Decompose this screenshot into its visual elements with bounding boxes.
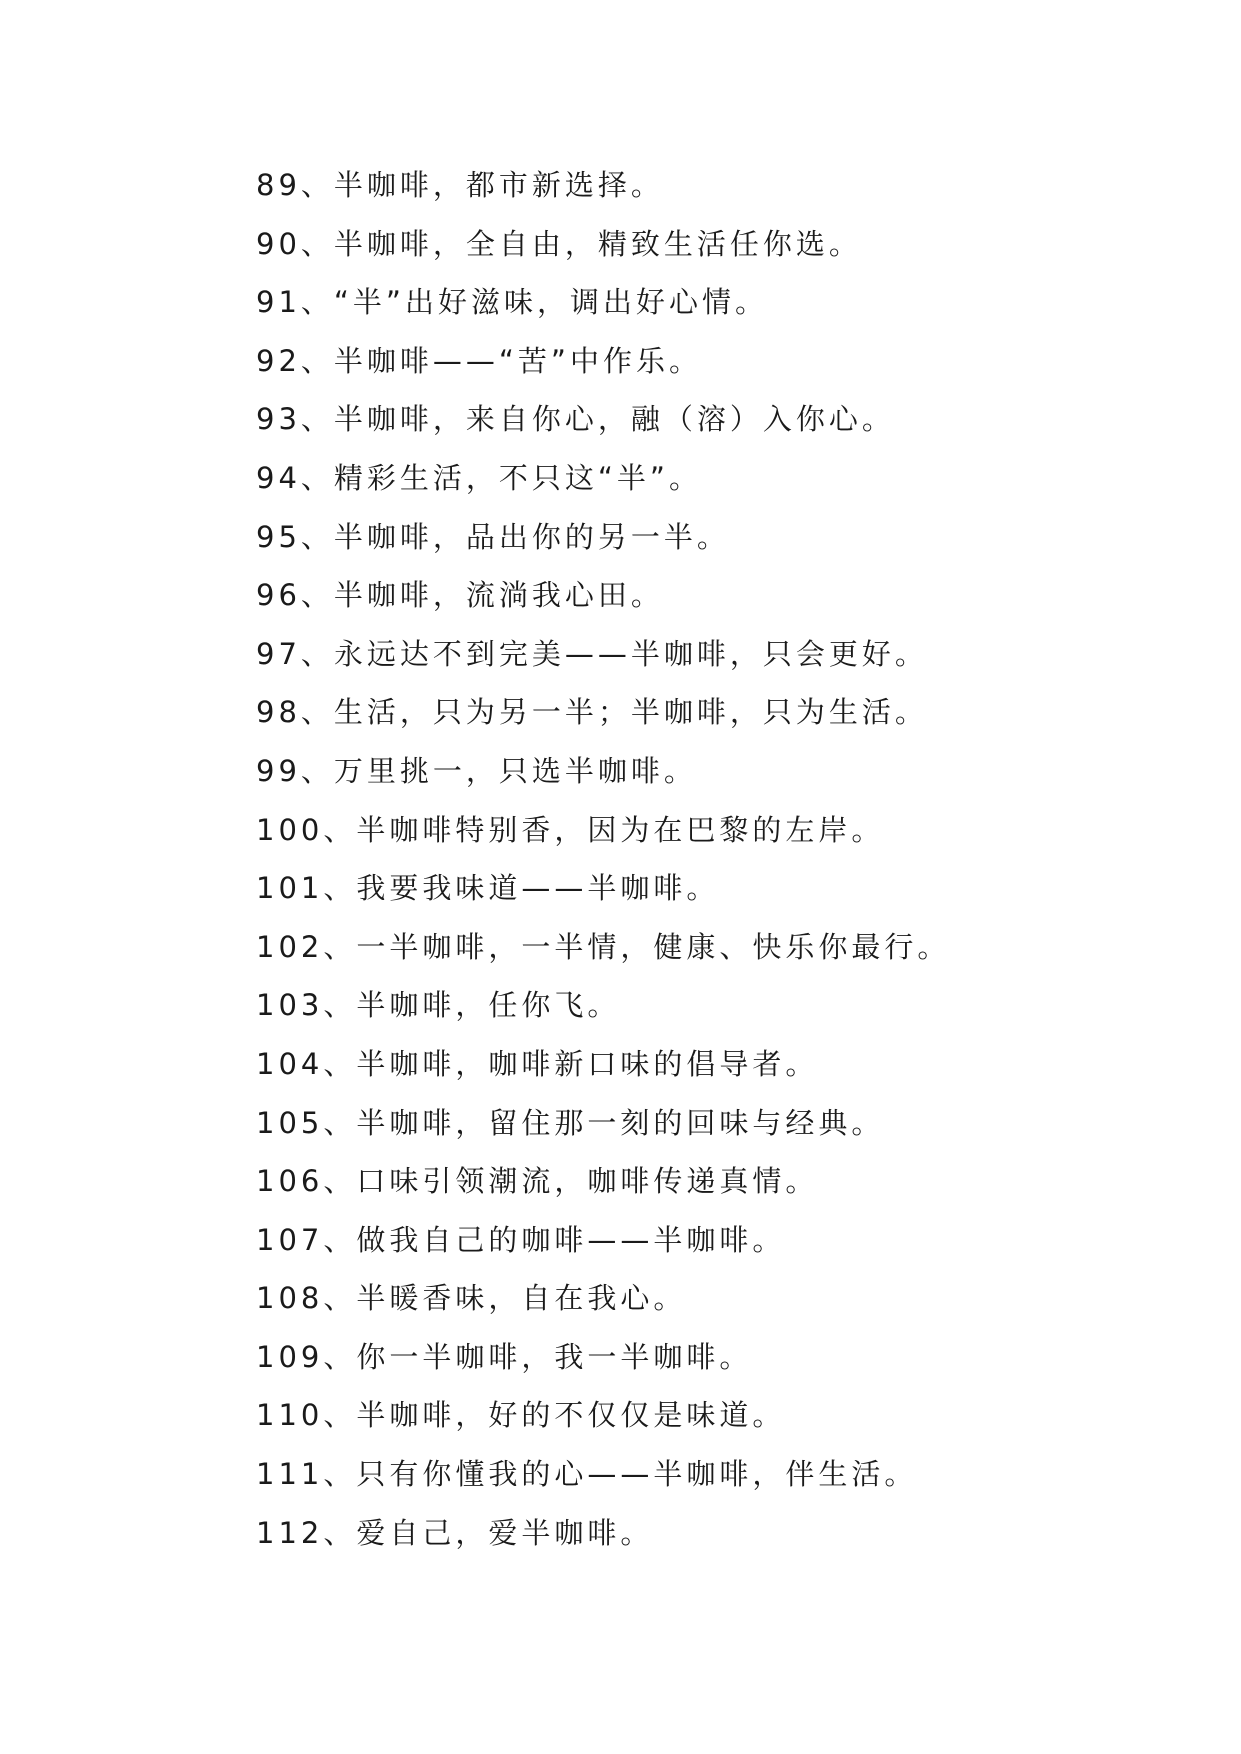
slogan-line: 94、精彩生活，不只这“半”。 xyxy=(256,460,702,495)
slogan-line: 97、永远达不到完美——半咖啡，只会更好。 xyxy=(256,636,928,671)
slogan-line: 104、半咖啡，咖啡新口味的倡导者。 xyxy=(256,1046,819,1081)
slogan-line: 111、只有你懂我的心——半咖啡，伴生活。 xyxy=(256,1457,918,1492)
slogan-line: 106、口味引领潮流，咖啡传递真情。 xyxy=(256,1164,819,1199)
slogan-line: 108、半暖香味，自在我心。 xyxy=(256,1281,687,1316)
slogan-line: 91、“半”出好滋味，调出好心情。 xyxy=(256,285,768,320)
slogan-line: 90、半咖啡，全自由，精致生活任你选。 xyxy=(256,226,862,261)
slogan-line: 112、爱自己，爱半咖啡。 xyxy=(256,1515,654,1550)
slogan-line: 109、你一半咖啡，我一半咖啡。 xyxy=(256,1339,753,1374)
slogan-line: 107、做我自己的咖啡——半咖啡。 xyxy=(256,1222,786,1257)
slogan-line: 92、半咖啡——“苦”中作乐。 xyxy=(256,343,702,378)
slogan-line: 99、万里挑一，只选半咖啡。 xyxy=(256,753,697,788)
slogan-line: 103、半咖啡，任你飞。 xyxy=(256,988,621,1023)
slogan-list xyxy=(256,156,1156,1562)
slogan-line: 96、半咖啡，流淌我心田。 xyxy=(256,578,664,613)
slogan-line: 102、一半咖啡，一半情，健康、快乐你最行。 xyxy=(256,929,951,964)
slogan-line: 101、我要我味道——半咖啡。 xyxy=(256,871,720,906)
slogan-line: 110、半咖啡，好的不仅仅是味道。 xyxy=(256,1398,786,1433)
slogan-line: 105、半咖啡，留住那一刻的回味与经典。 xyxy=(256,1105,885,1140)
slogan-line: 95、半咖啡，品出你的另一半。 xyxy=(256,519,730,554)
slogan-line: 100、半咖啡特别香，因为在巴黎的左岸。 xyxy=(256,812,885,847)
slogan-line: 98、生活，只为另一半；半咖啡，只为生活。 xyxy=(256,695,928,730)
slogan-line: 89、半咖啡，都市新选择。 xyxy=(256,168,664,202)
slogan-line: 93、半咖啡，来自你心，融（溶）入你心。 xyxy=(256,402,895,437)
